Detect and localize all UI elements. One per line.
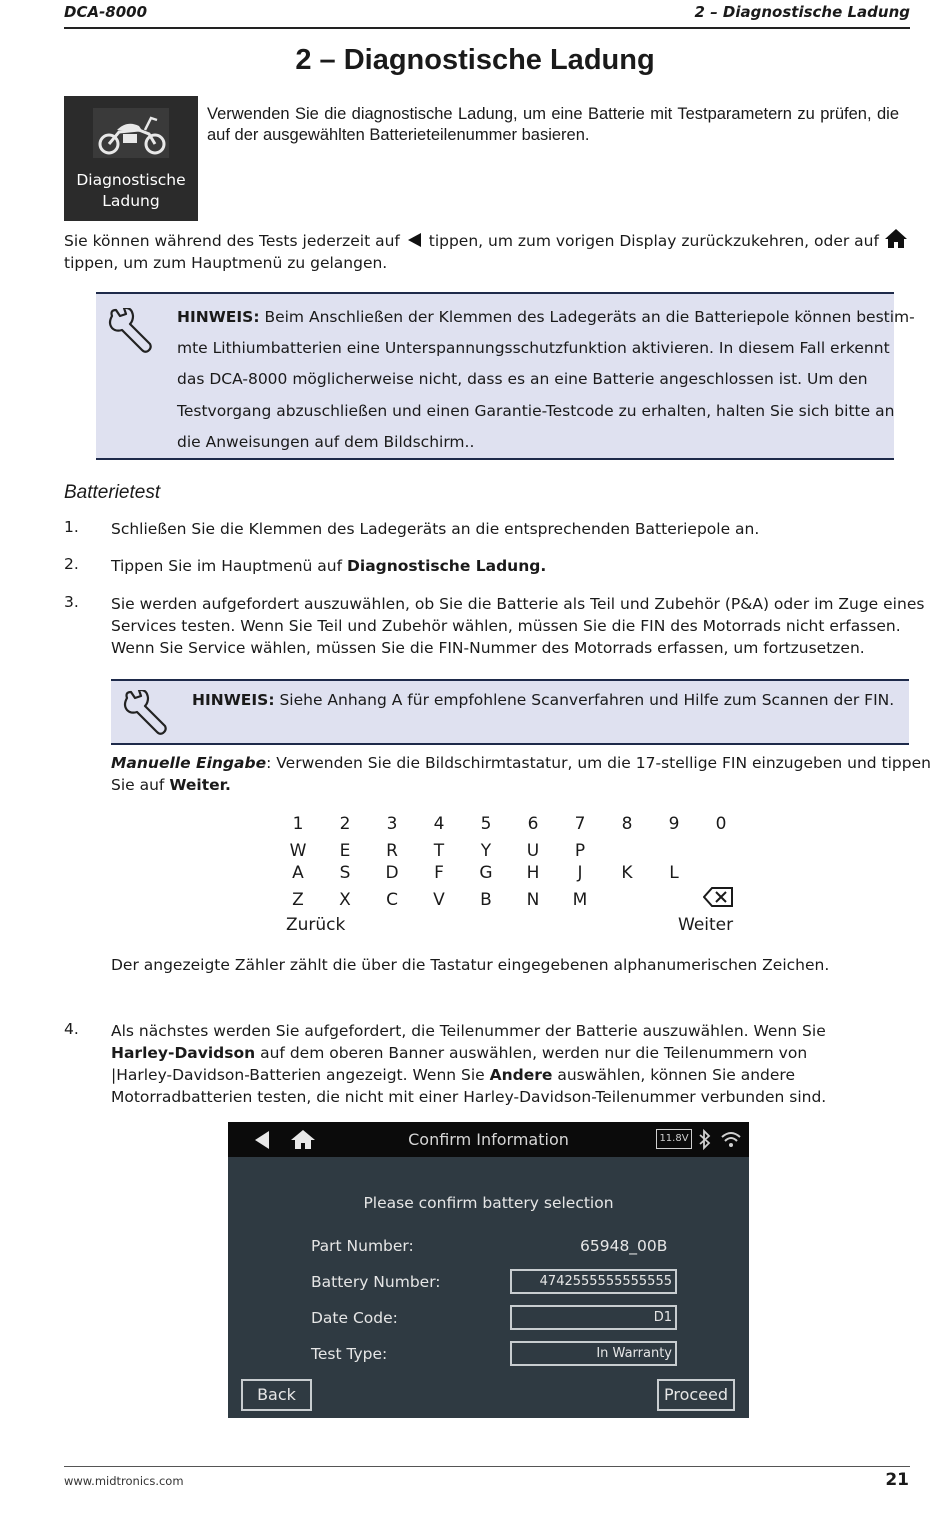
key-a[interactable]: A [292,863,304,883]
step-3-line3: Wenn Sie Service wählen, müssen Sie die FIN-Nummer des Motorrads erfassen, um fortzusetzen. [111,639,865,657]
diagnostic-charge-tile [64,96,198,221]
test-type-field[interactable]: In Warranty [510,1341,677,1366]
note1-label: HINWEIS: [177,308,260,326]
keyboard-next-button[interactable]: Weiter [678,915,734,935]
section-heading: Batterietest [64,482,161,503]
key-d[interactable]: D [385,863,399,883]
manual-line2-pre: Sie auf [111,776,170,794]
key-b[interactable]: B [480,890,492,910]
manual-line1: : Verwenden Sie die Bildschirmtastatur, um die 17-stellige FIN einzugeben und tippen [266,754,931,772]
note1-line5: die Anweisungen auf dem Bildschirm.. [177,432,475,451]
key-3[interactable]: 3 [386,814,398,834]
back-arrow-icon [408,233,421,247]
step-3-line2: Services testen. Wenn Sie Teil und Zubehör wählen, müssen Sie die FIN des Motorrads nicht erfassen. [111,617,901,635]
key-y[interactable]: Y [480,841,492,861]
step-2-pre: Tippen Sie im Hauptmenü auf [111,557,348,575]
screen-title: Confirm Information [408,1130,569,1149]
key-l[interactable]: L [669,863,679,883]
step-4-line4: Motorradbatterien testen, die nicht mit einer Harley-Davidson-Teilenummer verbunden sind. [111,1088,827,1106]
wrench-icon [121,690,169,736]
step-4-line3-bold: Andere [489,1066,553,1084]
step-4-line1: Als nächstes werden Sie aufgefordert, die Teilenummer der Batterie auszuwählen. Wenn Sie [111,1022,826,1040]
note1-line1: Beim Anschließen der Klemmen des Ladegeräts an die Batteriepole können bestim- [259,308,915,326]
key-s[interactable]: S [339,863,351,883]
battery-voltage-value: 11.8V [659,1133,689,1144]
step-4-line3-rest: auswählen, können Sie andere [552,1066,795,1084]
date-code-field[interactable]: D1 [510,1305,677,1330]
footer-url: www.midtronics.com [64,1474,184,1488]
manual-label: Manuelle Eingabe [111,754,267,772]
step-3-text [111,593,925,659]
step-4-line2-rest: auf dem oberen Banner auswählen, werden nur die Teilenummern von [255,1044,808,1062]
step-4-line2-bold: Harley-Davidson [111,1044,256,1062]
key-j[interactable]: J [577,863,583,883]
step-2-bold: Diagnostische Ladung. [347,557,547,575]
key-2[interactable]: 2 [339,814,351,834]
nav-text-3: tippen, um zum Hauptmenü zu gelangen. [64,254,388,272]
key-4[interactable]: 4 [433,814,445,834]
intro-text: Verwenden Sie die diagnostische Ladung, um eine Batterie mit Testparametern zu prüfen, die auf der ausgewählten Batterieteilenummer basieren. [207,105,899,144]
note1-line3: das DCA-8000 möglicherweise nicht, dass es an eine Batterie angeschlossen ist. Um den [177,370,868,389]
key-z[interactable]: Z [292,890,304,910]
key-e[interactable]: E [339,841,351,861]
note1-line2: mte Lithiumbatterien eine Unterspannungsschutzfunktion aktivieren. In diesem Fall erkennt [177,339,890,358]
key-v[interactable]: V [433,890,445,910]
key-k[interactable]: K [621,863,633,883]
key-t[interactable]: T [433,841,445,861]
note-box-scan [111,679,909,745]
part-number-label: Part Number: [311,1237,414,1255]
home-icon [884,228,908,249]
tile-label-line2: Ladung [102,192,160,210]
nav-paragraph [64,230,910,274]
manual-entry-text [111,752,931,796]
key-w[interactable]: W [289,841,307,861]
backspace-icon[interactable] [703,886,734,908]
date-code-label: Date Code: [311,1309,398,1327]
key-h[interactable]: H [526,863,540,883]
key-g[interactable]: G [479,863,493,883]
footer-rule [64,1466,910,1467]
battery-number-field[interactable]: 4742555555555555 [510,1269,677,1294]
manual-line2-bold: Weiter. [169,776,231,794]
key-f[interactable]: F [434,863,444,883]
wifi-icon [720,1131,742,1148]
step-3-line1: Sie werden aufgefordert auszuwählen, ob Sie die Batterie als Teil und Zubehör (P&A) oder im Zuge eines [111,595,925,613]
tile-label-line1: Diagnostische [76,171,186,189]
counter-note: Der angezeigte Zähler zählt die über die Tastatur eingegebenen alphanumerischen Zeichen. [111,956,830,974]
step-4-text [111,1020,910,1108]
step-1-text: Schließen Sie die Klemmen des Ladegeräts an die entsprechenden Batteriepole an. [111,520,760,538]
battery-voltage-icon [656,1129,692,1149]
step-2-number: 2. [64,555,79,573]
key-n[interactable]: N [526,890,540,910]
key-1[interactable]: 1 [292,814,304,834]
step-1-number: 1. [64,518,79,536]
page-number: 21 [885,1470,909,1490]
screen-prompt: Please confirm battery selection [363,1194,614,1212]
key-9[interactable]: 9 [668,814,680,834]
step-4-line3-pre: |Harley-Davidson-Batterien angezeigt. Wenn Sie [111,1066,490,1084]
key-7[interactable]: 7 [574,814,586,834]
header-doc-name: DCA-8000 [64,3,148,21]
screen-top-bar [228,1122,749,1157]
step-4-number: 4. [64,1020,79,1038]
wrench-icon [106,308,154,354]
motorcycle-icon [93,108,169,158]
key-m[interactable]: M [572,890,588,910]
page-title: 2 – Diagnostische Ladung [295,44,655,76]
device-screen-confirm [228,1122,749,1418]
header-rule [64,27,910,29]
key-c[interactable]: C [386,890,398,910]
nav-text-2: tippen, um zum vorigen Display zurückzukehren, oder auf [428,232,879,250]
key-x[interactable]: X [339,890,351,910]
key-5[interactable]: 5 [480,814,492,834]
part-number-value: 65948_00B [580,1237,668,1255]
note2-text: Siehe Anhang A für empfohlene Scanverfahren und Hilfe zum Scannen der FIN. [274,691,895,709]
step-3-number: 3. [64,593,79,611]
note1-line4: Testvorgang abzuschließen und einen Garantie-Testcode zu erhalten, halten Sie sich bitte an [177,401,895,420]
nav-text-1: Sie können während des Tests jederzeit auf [64,232,400,250]
note2-label: HINWEIS: [192,691,275,709]
keyboard-back-button[interactable]: Zurück [286,915,346,935]
header-chapter: 2 – Diagnostische Ladung [694,3,910,21]
key-8[interactable]: 8 [621,814,633,834]
bluetooth-icon [698,1129,712,1150]
key-u[interactable]: U [526,841,540,861]
key-r[interactable]: R [386,841,398,861]
step-2-text [111,555,546,577]
screen-proceed-button[interactable]: Proceed [657,1379,735,1411]
note-box-lithium [96,292,915,460]
key-0[interactable]: 0 [715,814,727,834]
key-6[interactable]: 6 [527,814,539,834]
test-type-label: Test Type: [311,1345,388,1363]
battery-number-label: Battery Number: [311,1273,441,1291]
key-p[interactable]: P [574,841,586,861]
screen-back-button[interactable]: Back [241,1379,312,1411]
